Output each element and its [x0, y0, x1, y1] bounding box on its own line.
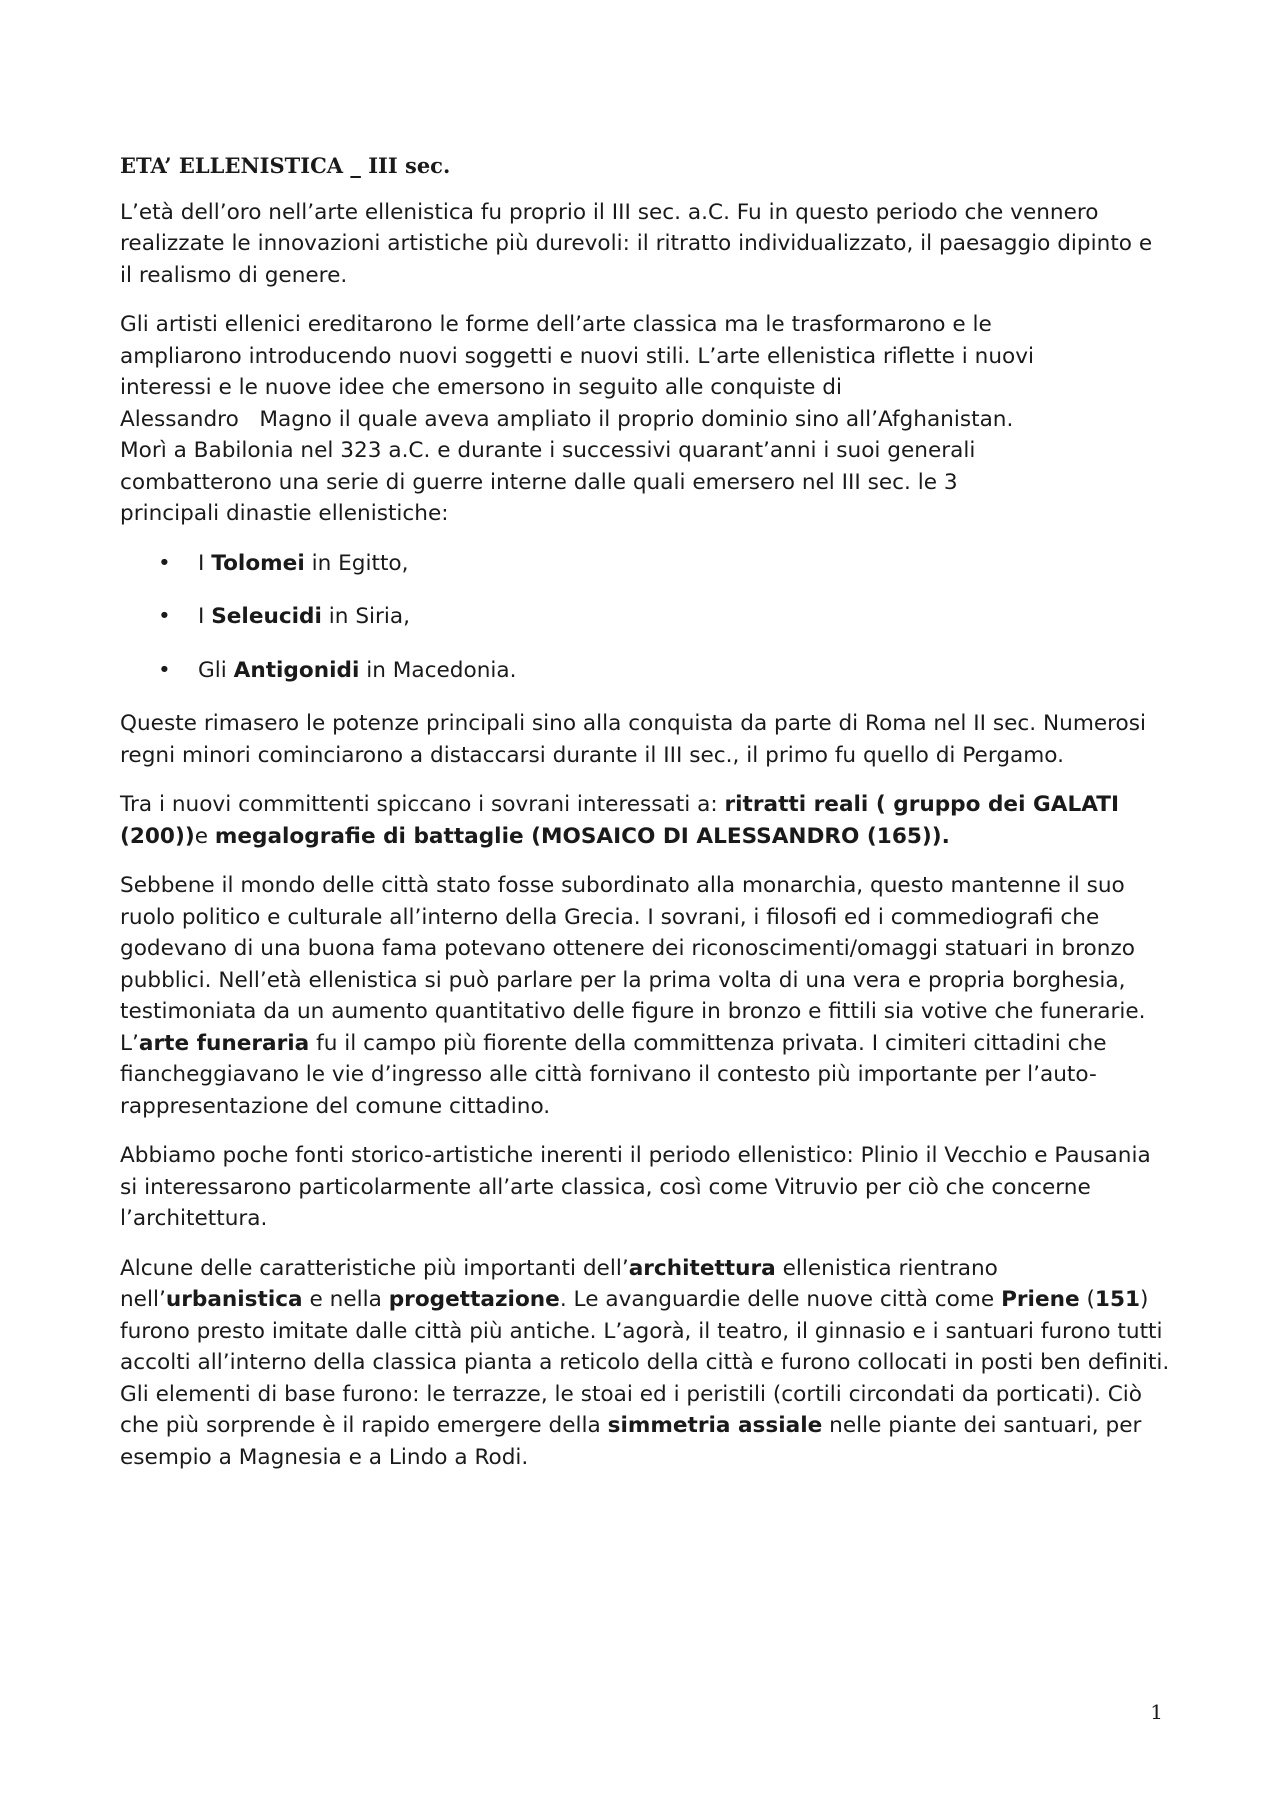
list-item-text: in Egitto,: [304, 550, 409, 576]
paragraph-heirs-line: Gli artisti ellenici ereditarono le forme dell’arte classica ma le trasformarono e le: [120, 312, 992, 337]
text-run: ) furono presto imitate dalle città più antiche. L’agorà, il teatro, il ginnasio e i santuari furono tutti accolti all’interno della classica pianta a reticolo della città e furono collocati in posti ben definiti. Gli elementi di base furono: le terrazze, le stoai ed i peristili (cortili circondati da porticati). Ciò che più sorprende è il rapido emergere della: [120, 1287, 1170, 1438]
bullet-icon: •: [158, 657, 171, 683]
bold-run: 151: [1094, 1287, 1140, 1312]
text-run: Sebbene il mondo delle città stato fosse subordinato alla monarchia, questo mantenne il suo ruolo politico e culturale all’interno della Grecia. I sovrani, i filosofi ed i commediografi che godevano di una buona fama potevano ottenere dei riconoscimenti/omaggi statuari in bronzo pubblici. Nell’età ellenistica si può parlare per la prima volta di una vera e propria borghesia, testimoniata da un aumento quantitativo delle figure in bronzo e fittili sia votive che funerarie. L’: [120, 873, 1146, 1056]
text-run: fu il campo più fiorente della committenza privata. I cimiteri cittadini che fiancheggiavano le vie d’ingresso alle città fornivano il contesto più importante per l’auto-rappresentazione del comune cittadino.: [120, 1030, 1107, 1119]
bold-run: ritratti reali ( gruppo dei GALATI (200)): [120, 792, 1119, 849]
list-item: [120, 601, 1170, 633]
bold-run: simmetria assiale: [607, 1413, 823, 1438]
document-page: [120, 150, 1170, 1491]
list-item-bold: Antigonidi: [233, 657, 360, 683]
document-title: ETA’ ELLENISTICA _ III sec.: [120, 153, 451, 178]
list-item-bold: Tolomei: [211, 550, 305, 576]
paragraph-heirs-line: interessi e le nuove idee che emersono in seguito alle conquiste di: [120, 375, 842, 400]
paragraph-heirs-line: Alessandro Magno il quale aveva ampliato il proprio dominio sino all’Afghanistan.: [120, 406, 1014, 432]
paragraph-sources: Abbiamo poche fonti storico-artistiche inerenti il periodo ellenistico: Plinio il Vecchio e Pausania si interessarono particolarmente all’arte classica, così come Vitruvio per ciò che concerne l’architettura.: [120, 1143, 1151, 1231]
text-run: (: [1079, 1287, 1095, 1312]
list-item-text: in Siria,: [321, 604, 411, 629]
bold-run: urbanistica: [165, 1287, 303, 1312]
text-run: ellenistica rientrano nell’: [120, 1255, 998, 1312]
list-item-text: I: [198, 550, 212, 576]
paragraph-heirs-line: Morì a Babilonia nel 323 a.C. e durante i successivi quarant’anni i suoi generali: [120, 438, 976, 463]
bullet-icon: •: [158, 550, 171, 576]
list-item-bold: Seleucidi: [211, 604, 322, 629]
list-item-text: in Macedonia.: [359, 657, 517, 683]
bold-run: architettura: [628, 1255, 776, 1281]
list-item-text: Gli: [198, 657, 234, 683]
text-run: Tra i nuovi committenti spiccano i sovrani interessati a:: [120, 792, 725, 817]
paragraph-heirs-line: combatterono una serie di guerre interne dalle quali emersero nel III sec. le 3: [120, 469, 958, 495]
paragraph-architecture: [120, 1253, 1170, 1474]
text-run: e nella: [302, 1287, 389, 1312]
dynasty-list: [120, 548, 1170, 687]
text-run: Alcune delle caratteristiche più importanti dell’: [120, 1255, 629, 1281]
list-item: [120, 548, 1170, 580]
bold-run: Priene: [1001, 1287, 1080, 1312]
paragraph-intro: L’età dell’oro nell’arte ellenistica fu proprio il III sec. a.C. Fu in questo periodo che vennero realizzate le innovazioni artistiche più durevoli: il ritratto individualizzato, il paesaggio dipinto e il realismo di genere.: [120, 199, 1153, 288]
text-run: . Le avanguardie delle nuove città come: [559, 1287, 1002, 1312]
text-run: e: [194, 823, 215, 849]
paragraph-heirs: [120, 309, 1170, 530]
paragraph-powers: Queste rimasero le potenze principali sino alla conquista da parte di Roma nel II sec. Numerosi regni minori cominciarono a distaccarsi durante il III sec., il primo fu quello di Pergamo.: [120, 711, 1147, 768]
bullet-icon: •: [158, 604, 171, 629]
list-item-text: I: [198, 604, 212, 629]
page-number: 1: [1150, 1700, 1163, 1724]
paragraph-city-state: [120, 870, 1170, 1122]
bold-run: progettazione: [388, 1287, 560, 1312]
paragraph-heirs-line: ampliarono introducendo nuovi soggetti e nuovi stili. L’arte ellenistica riflette i nuovi: [120, 343, 1035, 369]
text-run: nelle piante dei santuari, per esempio a Magnesia e a Lindo a Rodi.: [120, 1413, 1142, 1470]
bold-run: megalografie di battaglie (MOSAICO DI ALESSANDRO (165)).: [214, 823, 950, 849]
list-item: [120, 655, 1170, 687]
paragraph-patrons: [120, 789, 1170, 852]
paragraph-heirs-line: principali dinastie ellenistiche:: [120, 501, 449, 526]
bold-run: arte funeraria: [138, 1030, 310, 1056]
